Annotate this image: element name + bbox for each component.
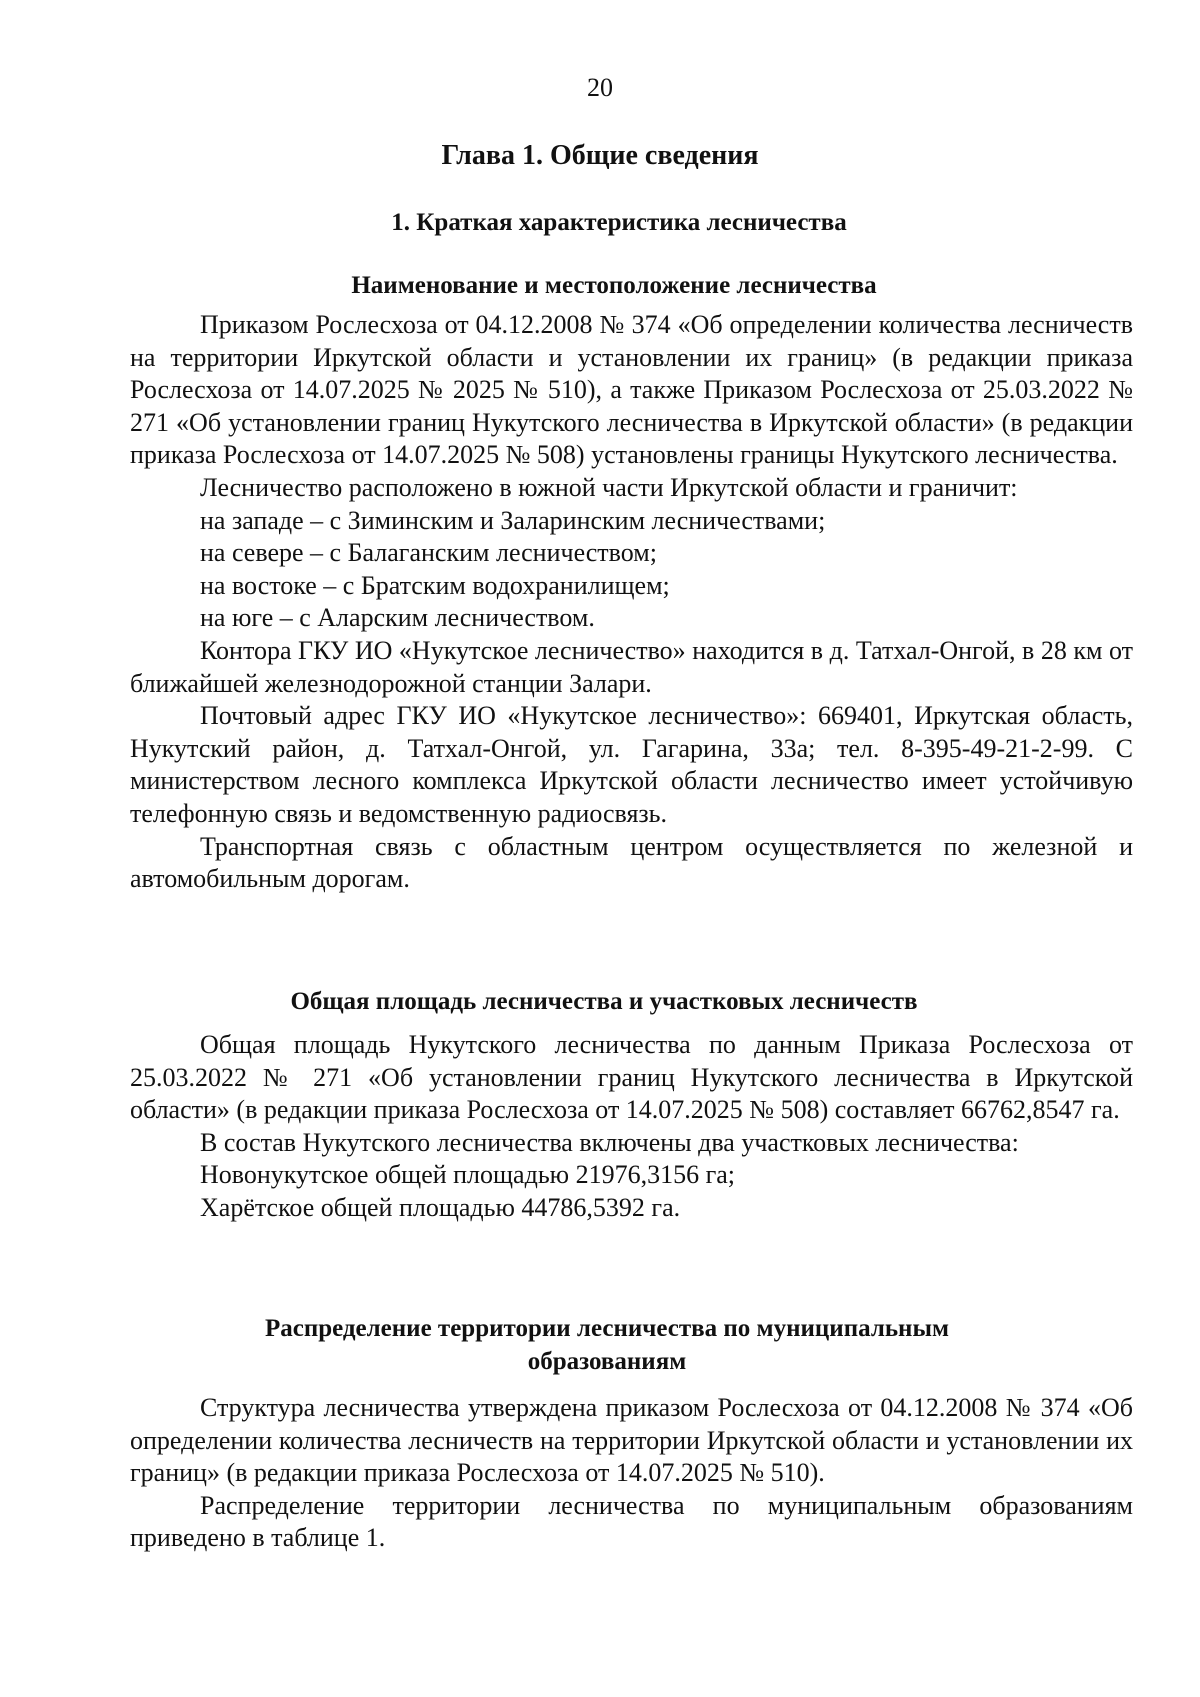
paragraph-table-reference: Распределение территории лесничества по муниципальным образованиям приведено в таблице 1. xyxy=(130,1490,1133,1553)
paragraph-office-location: Контора ГКУ ИО «Нукутское лесничество» находится в д. Татхал-Онгой, в 28 км от ближайшей железнодорожной станции Залари. xyxy=(130,635,1133,698)
paragraph-borders-intro: Лесничество расположено в южной части Иркутской области и граничит: xyxy=(200,472,1018,502)
subsection-distribution-title-line2: образованиям xyxy=(527,1347,687,1375)
paragraph-novonukutskoe: Новонукутское общей площадью 21976,3156 га; xyxy=(200,1160,736,1190)
page-number: 20 xyxy=(587,73,613,102)
paragraph-structure: Структура лесничества утверждена приказом Рослесхоза от 04.12.2008 № 374 «Об определении количества лесничеств на территории Иркутской области и установлении их границ» (в редакции приказа Рослесхоза от 14.07.2025 № 510). xyxy=(130,1393,1133,1488)
paragraph-border-south: на юге – с Аларским лесничеством. xyxy=(200,603,595,633)
paragraph-transport: Транспортная связь с областным центром осуществляется по железной и автомобильным дорогам. xyxy=(130,831,1133,894)
paragraph-kharetskoe: Харётское общей площадью 44786,5392 га. xyxy=(200,1192,681,1222)
paragraph-border-north: на севере – с Балаганским лесничеством; xyxy=(200,538,657,568)
subsection-name-body xyxy=(130,309,1133,896)
subsection-area-body xyxy=(130,1029,1133,1225)
subsection-distribution-title-line1: Распределение территории лесничества по муниципальным xyxy=(264,1315,950,1342)
paragraph-border-east: на востоке – с Братским водохранилищем; xyxy=(200,570,670,600)
section-title: 1. Краткая характеристика лесничества xyxy=(391,209,847,236)
paragraph-postal-address: Почтовый адрес ГКУ ИО «Нукутское лесничество»: 669401, Иркутская область, Нукутский район, д. Татхал-Онгой, ул. Гагарина, 33а; тел. 8-395-49-21-2-99. С министерством лесного комплекса Иркутской области лесничество имеет устойчивую телефонную связь и ведомственную радиосвязь. xyxy=(130,701,1133,828)
subsection-distribution-body xyxy=(130,1392,1133,1555)
paragraph-district-forestries-intro: В состав Нукутского лесничества включены два участковых лесничества: xyxy=(200,1127,1019,1157)
subsection-area-title: Общая площадь лесничества и участковых лесничеств xyxy=(290,988,918,1015)
subsection-name-title: Наименование и местоположение лесничества xyxy=(351,272,877,299)
paragraph-order: Приказом Рослесхоза от 04.12.2008 № 374 «Об определении количества лесничеств на территории Иркутской области и установлении их границ» (в редакции приказа Рослесхоза от 14.07.2025 № 2025 № 510), а также Приказом Рослесхоза от 25.03.2022 № 271 «Об установлении границ Нукутского лесничества в Иркутской области» (в редакции приказа Рослесхоза от 14.07.2025 № 508) установлены границы Нукутского лесничества. xyxy=(130,310,1133,470)
paragraph-total-area: Общая площадь Нукутского лесничества по данным Приказа Рослесхоза от 25.03.2022 № 271 «Об установлении границ Нукутского лесничества в Иркутской области» (в редакции приказа Рослесхоза от 14.07.2025 № 508) составляет 66762,8547 га. xyxy=(130,1030,1133,1125)
chapter-title: Глава 1. Общие сведения xyxy=(441,140,759,171)
subsection-distribution-title xyxy=(0,1313,1200,1378)
paragraph-border-west: на западе – с Зиминским и Заларинским лесничествами; xyxy=(200,505,826,535)
